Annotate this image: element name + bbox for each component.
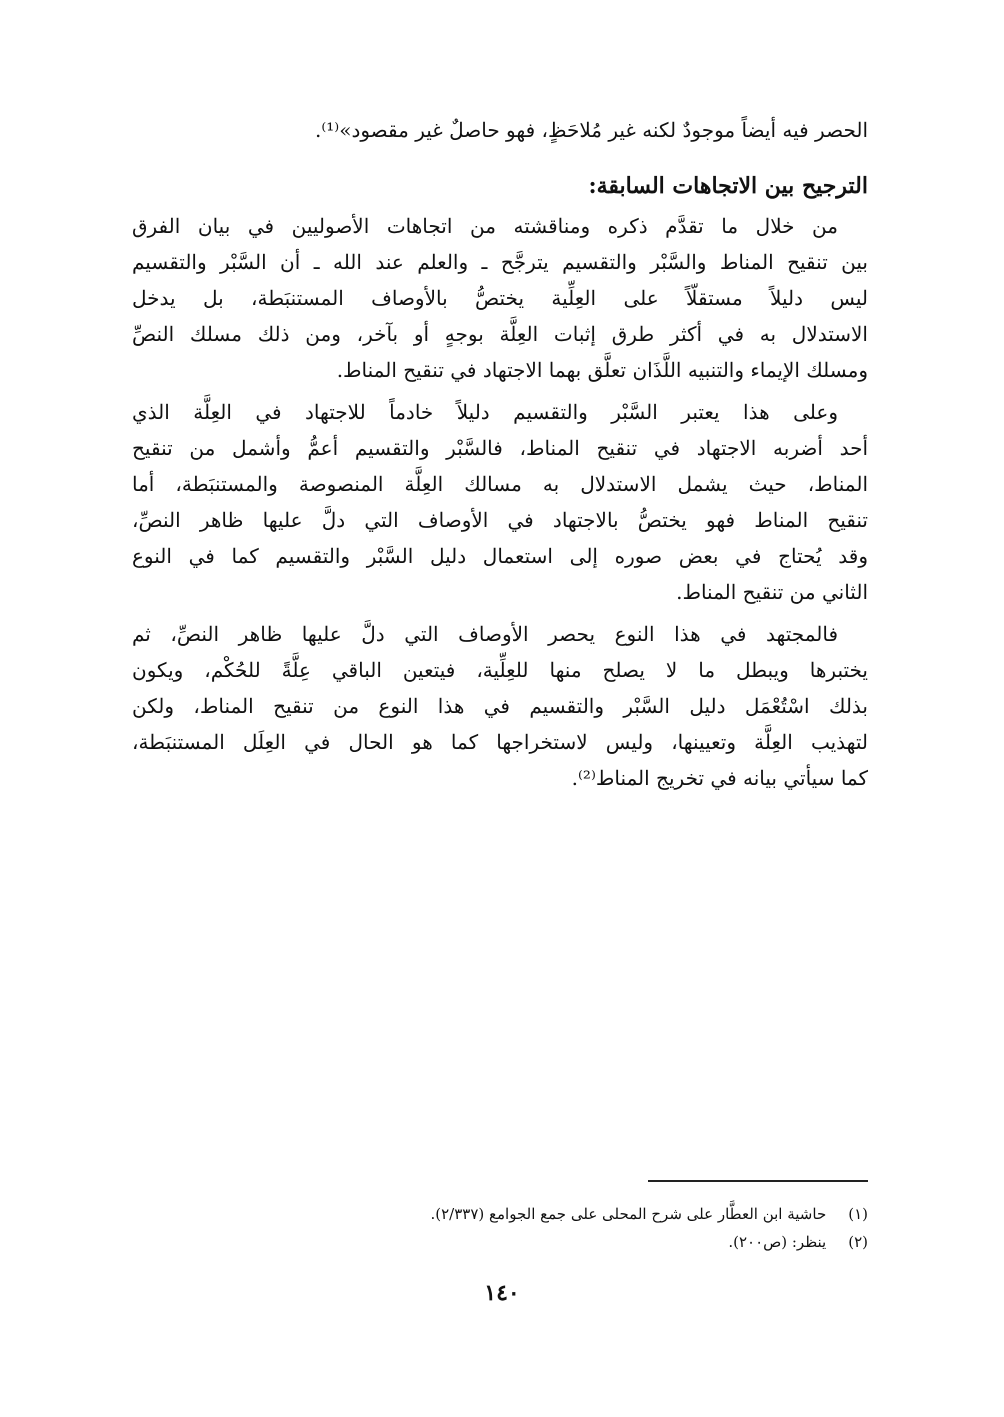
paragraph-line: أحد أضربه الاجتهاد في تنقيح المناط، فالسَّبْر والتقسيم أعمُّ وأشمل من تنقيح	[132, 436, 868, 460]
paragraph-line: ليس دليلاً مستقلّاً على العِلِّية يختصُّ بالأوصاف المستنبَطة، بل يدخل	[132, 286, 868, 310]
paragraph-line: الثاني من تنقيح المناط.	[676, 580, 868, 604]
opening-line: الحصر فيه أيضاً موجودٌ لكنه غير مُلاحَظٍ، فهو حاصلٌ غير مقصود»⁽¹⁾.	[314, 118, 868, 142]
paragraph-line: فالمجتهد في هذا النوع يحصر الأوصاف التي دلَّ عليها ظاهر النصِّ، ثم	[132, 622, 838, 646]
footnote-number: (٢)	[848, 1233, 868, 1251]
section-heading: الترجيح بين الاتجاهات السابقة:	[588, 173, 868, 199]
footnote-text: ينظر: (ص٢٠٠).	[728, 1233, 827, 1251]
page-number: ١٤٠	[484, 1280, 520, 1306]
paragraph-2	[132, 394, 868, 610]
paragraph-line: كما سيأتي بيانه في تخريج المناط⁽²⁾.	[571, 766, 868, 790]
paragraph-line: لتهذيب العِلَّة وتعيينها، وليس لاستخراجها كما هو الحال في العِلَل المستنبَطة،	[132, 730, 868, 754]
footnote-1	[132, 1200, 868, 1228]
main-text	[132, 112, 868, 802]
paragraph-line: من خلال ما تقدَّم ذكره ومناقشته من اتجاهات الأصوليين في بيان الفرق	[132, 214, 838, 238]
footnote-number: (١)	[848, 1205, 868, 1223]
footnote-text: حاشية ابن العطَّار على شرح المحلى على جمع الجوامع (٢/٣٣٧).	[430, 1205, 827, 1223]
paragraph-1	[132, 208, 868, 388]
footnotes	[132, 1200, 868, 1256]
footnote-divider	[648, 1180, 868, 1182]
paragraph-line: ومسلك الإيماء والتنبيه اللَّذَان تعلَّق بهما الاجتهاد في تنقيح المناط.	[336, 358, 868, 382]
footnote-2	[132, 1228, 868, 1256]
paragraph-line: بذلك اسْتُعْمَل دليل السَّبْر والتقسيم في هذا النوع من تنقيح المناط، ولكن	[132, 694, 868, 718]
paragraph-3	[132, 616, 868, 796]
paragraph-line: بين تنقيح المناط والسَّبْر والتقسيم يترجَّح ـ والعلم عند الله ـ أن السَّبْر والتقسيم	[132, 250, 868, 274]
paragraph-line: الاستدلال به في أكثر طرق إثبات العِلَّة بوجهٍ أو بآخر، ومن ذلك مسلك النصِّ	[132, 322, 868, 346]
paragraph-line: تنقيح المناط فهو يختصُّ بالاجتهاد في الأوصاف التي دلَّ عليها ظاهر النصِّ،	[132, 508, 868, 532]
paragraph-line: المناط، حيث يشمل الاستدلال به مسالك العِلَّة المنصوصة والمستنبَطة، أما	[132, 472, 868, 496]
paragraph-line: وعلى هذا يعتبر السَّبْر والتقسيم دليلاً خادماً للاجتهاد في العِلَّة الذي	[132, 400, 838, 424]
paragraph-line: يختبرها ويبطل ما لا يصلح منها للعِلِّية، فيتعين الباقي عِلَّةً للحُكْم، ويكون	[132, 658, 868, 682]
paragraph-line: وقد يُحتاج في بعض صوره إلى استعمال دليل السَّبْر والتقسيم كما في النوع	[132, 544, 868, 568]
